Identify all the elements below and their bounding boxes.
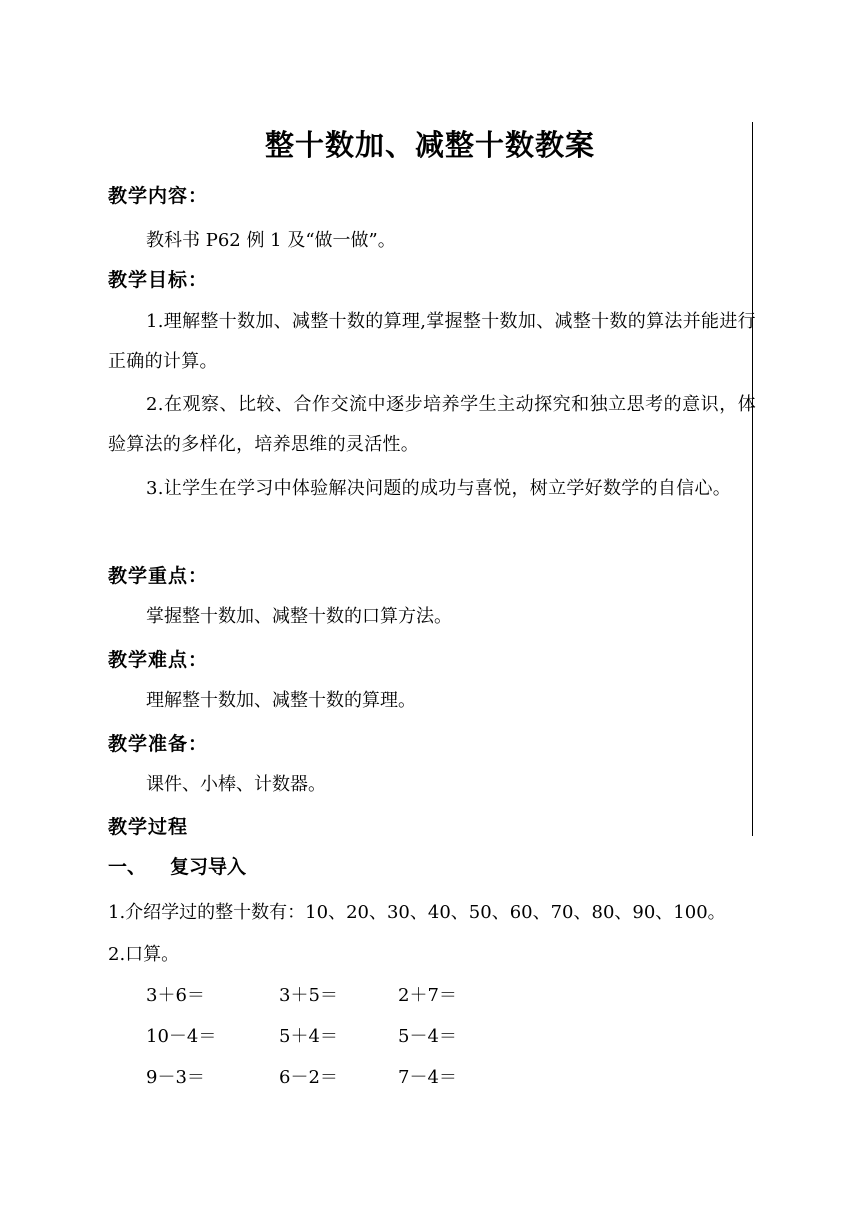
section-1-number: 一、 [108, 856, 147, 878]
page-title: 整十数加、减整十数教案 [264, 128, 595, 162]
preparation-text: 课件、小棒、计数器。 [146, 774, 326, 795]
calc-3-3: 7－4＝ [398, 1067, 457, 1088]
calc-1-3: 2＋7＝ [398, 985, 457, 1006]
content-text: 教科书 P62 例 1 及“做一做”。 [146, 230, 396, 251]
calc-1-1: 3＋6＝ [146, 985, 205, 1006]
key-points-heading: 教学重点： [108, 565, 209, 587]
section-1-title: 复习导入 [170, 856, 247, 878]
process-heading: 教学过程 [108, 816, 189, 838]
key-points-text: 掌握整十数加、减整十数的口算方法。 [146, 606, 452, 627]
calc-3-1: 9－3＝ [146, 1067, 205, 1088]
calc-2-3: 5－4＝ [398, 1026, 457, 1047]
preparation-heading: 教学准备： [108, 733, 209, 755]
goal-item-3: 3.让学生在学习中体验解决问题的成功与喜悦，树立学好数学的自信心。 [146, 478, 732, 499]
goal-item-1: 1.理解整十数加、减整十数的算理,掌握整十数加、减整十数的算法并能进行正确的计算。 [108, 311, 756, 372]
difficulties-text: 理解整十数加、减整十数的算理。 [146, 690, 416, 711]
difficulties-heading: 教学难点： [108, 649, 209, 671]
goal-item-2: 2.在观察、比较、合作交流中逐步培养学生主动探究和独立思考的意识，体验算法的多样化，培养思维的灵活性。 [108, 394, 756, 455]
calc-3-2: 6－2＝ [279, 1067, 338, 1088]
process-item-2: 2.口算。 [108, 944, 180, 965]
calc-2-2: 5＋4＝ [279, 1026, 338, 1047]
goals-heading: 教学目标： [108, 269, 209, 291]
content-heading: 教学内容： [108, 185, 209, 207]
section-1-heading [108, 852, 246, 879]
calc-1-2: 3＋5＝ [279, 985, 338, 1006]
calc-2-1: 10－4＝ [146, 1026, 217, 1047]
process-item-1: 1.介绍学过的整十数有：10、20、30、40、50、60、70、80、90、100。 [108, 902, 726, 923]
